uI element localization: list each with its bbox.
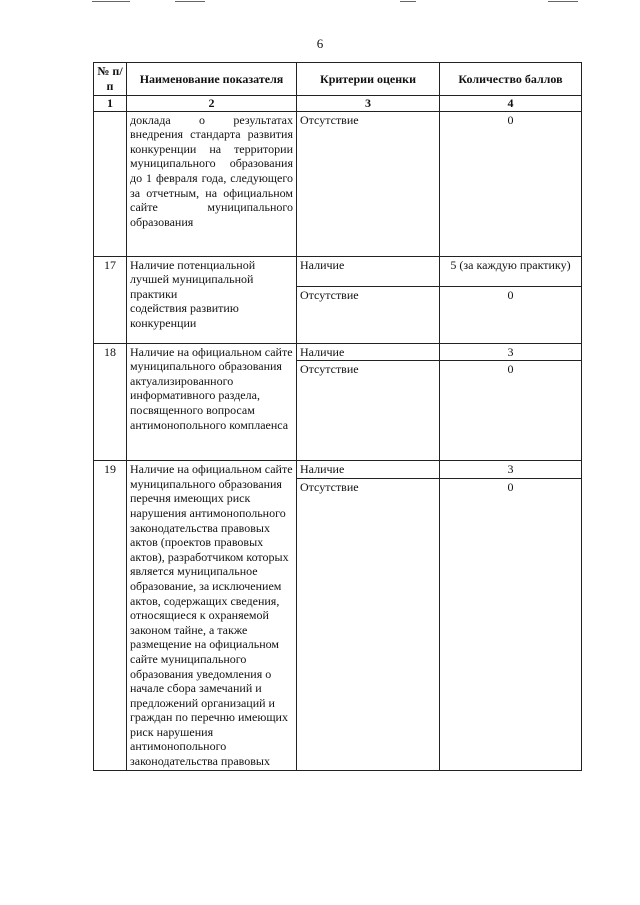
table-row <box>94 111 582 256</box>
criterion-score: 0 <box>440 286 582 343</box>
evaluation-criteria-table <box>93 62 582 771</box>
table-row <box>94 256 582 286</box>
column-number: 2 <box>127 96 297 112</box>
indicator-name: доклада о результатах внедрения стандарта развития конкуренции на территории муниципального образования до 1 февраля года, следующего за отчетным, на официальном сайте муниципального образования <box>127 111 297 256</box>
criterion-score: 0 <box>440 478 582 770</box>
page-top-edge-marks <box>0 0 640 6</box>
column-number: 4 <box>440 96 582 112</box>
column-number: 1 <box>94 96 127 112</box>
row-number: 19 <box>94 461 127 770</box>
criterion-label: Отсутствие <box>297 286 440 343</box>
row-number: 17 <box>94 256 127 343</box>
table-row <box>94 461 582 479</box>
criterion-score: 0 <box>440 111 582 256</box>
indicator-name: Наличие потенциальной лучшей муниципальной практики содействия развитию конкуренции <box>127 256 297 343</box>
criterion-score: 3 <box>440 343 582 361</box>
column-numbers-row <box>94 96 582 112</box>
row-number: 18 <box>94 343 127 461</box>
criterion-label: Отсутствие <box>297 361 440 461</box>
column-number: 3 <box>297 96 440 112</box>
criterion-label: Наличие <box>297 256 440 286</box>
header-number: № п/п <box>94 63 127 96</box>
page-number: 6 <box>316 36 324 51</box>
criterion-label: Отсутствие <box>297 478 440 770</box>
criterion-score: 5 (за каждую практику) <box>440 256 582 286</box>
table-header-row <box>94 63 582 96</box>
header-score: Количество баллов <box>440 63 582 96</box>
criterion-label: Отсутствие <box>297 111 440 256</box>
criterion-score: 3 <box>440 461 582 479</box>
criterion-label: Наличие <box>297 461 440 479</box>
indicator-name: Наличие на официальном сайте муниципального образования актуализированного информативного раздела, посвященного вопросам антимонопольного комплаенса <box>127 343 297 461</box>
header-criteria: Критерии оценки <box>297 63 440 96</box>
row-number <box>94 111 127 256</box>
indicator-name: Наличие на официальном сайте муниципального образования перечня имеющих риск нарушения антимонопольного законодательства правовых актов (проектов правовых актов), разработчиком которых является муниципальное образование, за исключением актов, содержащих сведения, относящиеся к охраняемой законом тайне, а также размещение на официальном сайте муниципального образования уведомления о начале сбора замечаний и предложений организаций и граждан по перечню имеющих риск нарушения антимонопольного законодательства правовых <box>127 461 297 770</box>
criterion-score: 0 <box>440 361 582 461</box>
table-row <box>94 343 582 361</box>
header-indicator-name: Наименование показателя <box>127 63 297 96</box>
criterion-label: Наличие <box>297 343 440 361</box>
